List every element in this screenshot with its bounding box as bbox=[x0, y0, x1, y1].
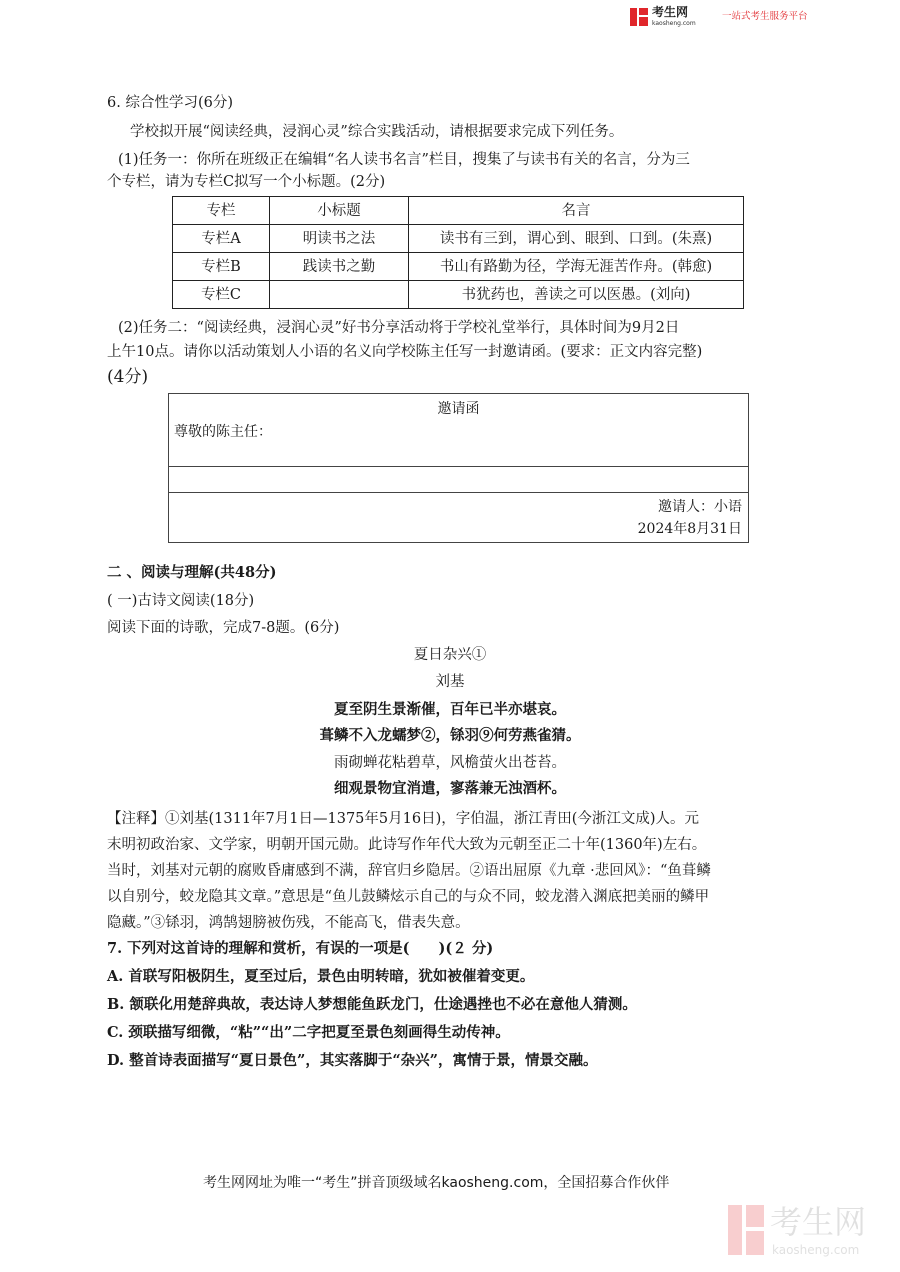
table-header-cell: 小标题 bbox=[270, 197, 409, 225]
divider bbox=[169, 466, 748, 467]
divider bbox=[169, 492, 748, 493]
poem-line: 葺鳞不入龙蠕梦②，铩羽⑨何劳燕雀猜。 bbox=[319, 727, 581, 744]
note-line: 以自别兮，蛟龙隐其文章。”意思是“鱼儿鼓鳞炫示自己的与众不同，蛟龙潜入渊底把美丽的鳞甲 bbox=[107, 889, 710, 905]
header-slogan: 一站式考生服务平台 bbox=[722, 11, 808, 22]
watermark-domain: kaosheng.com bbox=[772, 1243, 860, 1257]
table-cell-subtitle-blank[interactable] bbox=[270, 281, 409, 309]
q6-task2-line1: (2)任务二：“阅读经典，浸润心灵”好书分享活动将于学校礼堂举行，具体时间为9月2日 bbox=[118, 320, 680, 336]
note-line: 隐藏。”③铩羽，鸿鹄翅膀被伤残，不能高飞，借表失意。 bbox=[107, 915, 470, 931]
kaosheng-logo-icon bbox=[630, 8, 648, 26]
table-cell-quote: 读书有三到，谓心到、眼到、口到。(朱熹) bbox=[409, 225, 744, 253]
note-line: 末明初政治家、文学家，明朝开国元勋。此诗写作年代大致为元朝至正二十年(1360年)左右。 bbox=[107, 837, 707, 853]
table-cell-column: 专栏A bbox=[173, 225, 270, 253]
q6-intro: 学校拟开展“阅读经典，浸润心灵”综合实践活动，请根据要求完成下列任务。 bbox=[130, 124, 624, 140]
table-cell-subtitle: 明读书之法 bbox=[270, 225, 409, 253]
table-cell-column: 专栏C bbox=[173, 281, 270, 309]
section2-title: 二 、阅读与理解(共48分) bbox=[107, 564, 277, 581]
logo-text: 考生网 bbox=[652, 5, 689, 19]
poem-line: 夏至阴生景渐催，百年已半亦堪哀。 bbox=[334, 701, 566, 718]
q6-title: 6. 综合性学习(6分) bbox=[107, 95, 233, 111]
poem-author: 刘基 bbox=[435, 674, 465, 690]
q6-task1-line2: 个专栏，请为专栏C拟写一个小标题。(2分) bbox=[107, 174, 386, 190]
poem-title: 夏日杂兴① bbox=[413, 647, 487, 663]
table-header-cell: 专栏 bbox=[173, 197, 270, 225]
table-header-cell: 名言 bbox=[409, 197, 744, 225]
section2-instr: 阅读下面的诗歌，完成7-8题。(6分) bbox=[107, 620, 340, 636]
poem-line: 雨砌蝉花粘碧草，风檐萤火出苍苔。 bbox=[334, 755, 566, 771]
quotes-table bbox=[172, 196, 744, 309]
footer-text: 考生网网址为唯一“考生”拼音顶级域名kaosheng.com，全国招募合作伙伴 bbox=[203, 1175, 670, 1191]
table-cell-quote: 书犹药也，善读之可以医愚。(刘向) bbox=[409, 281, 744, 309]
q7-stem: 7. 下列对这首诗的理解和赏析，有误的一项是( )(２ 分) bbox=[107, 940, 494, 957]
table-header-row bbox=[173, 197, 744, 225]
logo-domain: kaosheng.com bbox=[652, 20, 696, 27]
table-row bbox=[173, 253, 744, 281]
table-cell-quote: 书山有路勤为径，学海无涯苦作舟。(韩愈) bbox=[409, 253, 744, 281]
watermark bbox=[728, 1205, 898, 1267]
header-logo bbox=[630, 6, 898, 32]
note-line: 当时，刘基对元朝的腐败昏庸感到不满，辞官归乡隐居。②语出屈原《九章 ·悲回风》：“鱼葺鳞 bbox=[107, 863, 711, 879]
watermark-text: 考生网 bbox=[770, 1203, 867, 1241]
invitation-date: 2024年8月31日 bbox=[637, 521, 742, 537]
q7-option-b[interactable]: B. 颔联化用楚辞典故，表达诗人梦想能鱼跃龙门，仕途遇挫也不必在意他人猜测。 bbox=[107, 996, 637, 1013]
q6-task2-line3: (4分) bbox=[107, 367, 149, 387]
invitation-inviter: 邀请人：小语 bbox=[658, 499, 742, 515]
section2-sub: ( 一)古诗文阅读(18分) bbox=[107, 593, 255, 609]
invitation-box bbox=[168, 393, 749, 543]
q7-option-c[interactable]: C. 颈联描写细微，“粘”“出”二字把夏至景色刻画得生动传神。 bbox=[107, 1024, 510, 1041]
q6-task2-line2: 上午10点。请你以活动策划人小语的名义向学校陈主任写一封邀请函。(要求：正文内容完整) bbox=[107, 344, 703, 360]
poem-line: 细观景物宜消遣，寥落兼无浊酒杯。 bbox=[334, 780, 566, 797]
q6-task1-line1: (1)任务一：你所在班级正在编辑“名人读书名言”栏目，搜集了与读书有关的名言，分为三 bbox=[118, 152, 690, 168]
table-row bbox=[173, 281, 744, 309]
table-cell-column: 专栏B bbox=[173, 253, 270, 281]
invitation-title: 邀请函 bbox=[437, 401, 480, 417]
q7-option-a[interactable]: A. 首联写阳极阴生，夏至过后，景色由明转暗，犹如被催着变更。 bbox=[107, 968, 535, 985]
q7-option-d[interactable]: D. 整首诗表面描写“夏日景色”，其实落脚于“杂兴”，寓情于景，情景交融。 bbox=[107, 1052, 598, 1069]
table-cell-subtitle: 践读书之勤 bbox=[270, 253, 409, 281]
invitation-greeting: 尊敬的陈主任： bbox=[174, 424, 272, 440]
table-row bbox=[173, 225, 744, 253]
note-line: 【注释】①刘基(1311年7月1日—1375年5月16日)，字伯温，浙江青田(今浙江文成)人。元 bbox=[107, 811, 700, 827]
